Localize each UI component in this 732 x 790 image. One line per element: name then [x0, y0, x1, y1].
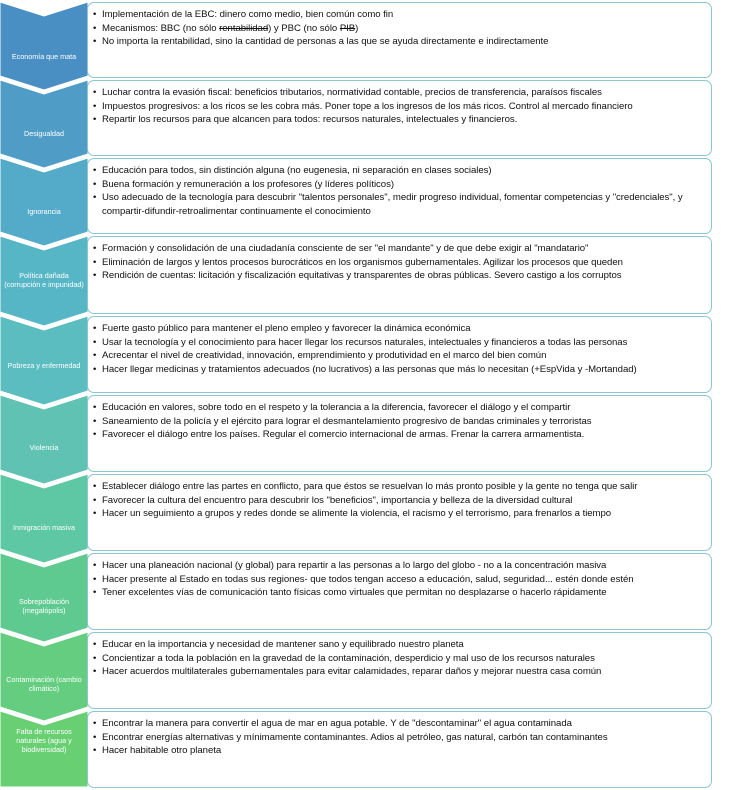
bullet-item [93, 22, 705, 36]
category-label: Política dañada (corrupción e impunidad) [4, 271, 84, 289]
bullet-item: • Favorecer la cultura del encuentro para descubrir los "beneficios", importancia y belleza de la diversidad cultural [93, 494, 705, 508]
bullet-item: • No importa la rentabilidad, sino la cantidad de personas a las que se ayuda directamente e indirectamente [93, 35, 705, 49]
category-chevron [0, 236, 88, 326]
bullet-item: • Hacer un seguimiento a grupos y redes donde se alimente la violencia, el racismo y el terrorismo, para frenarlos a tiempo [93, 507, 705, 521]
category-label: Pobreza y enfermedad [7, 361, 81, 370]
category-chevron [0, 2, 88, 90]
bullet-item: • Encontrar la manera para convertir el agua de mar en agua potable. Y de "descontaminar" el agua contaminada [93, 717, 705, 731]
bullet-item: • Formación y consolidación de una ciudadanía consciente de ser "el mandante" y de que debe exigir al "mandatario" [93, 242, 705, 256]
bullet-item: • Educación en valores, sobre todo en el respeto y la tolerancia a la diferencia, favorecer el diálogo y el compartir [93, 401, 705, 415]
category-chevron [0, 711, 88, 787]
category-label: Inmigración masiva [13, 523, 75, 532]
bullet-box [87, 2, 712, 78]
bullet-box [87, 80, 712, 156]
list-row [0, 236, 732, 314]
list-row [0, 474, 732, 551]
bullet-item: • Eliminación de largos y lentos procesos burocráticos en los organismos gubernamentales. Agilizar los procesos que queden [93, 256, 705, 270]
chevron-shape [0, 158, 88, 246]
chevron-fill [0, 2, 88, 90]
bullet-item: • Educación para todos, sin distinción alguna (no eugenesia, ni separación en clases sociales) [93, 164, 705, 178]
bullet-item: • Buena formación y remuneración a los profesores (y líderes políticos) [93, 178, 705, 192]
bullet-item: • Hacer una planeación nacional (y global) para repartir a las personas a lo largo del globo - no a la concentración masiva [93, 559, 705, 573]
category-label: Sobrepoblación (megalópolis) [19, 597, 69, 615]
category-chevron [0, 395, 88, 484]
list-row [0, 632, 732, 709]
bullet-item: • Acrecentar el nivel de creatividad, innovación, emprendimiento y produtividad en el marco del bien común [93, 349, 705, 363]
chevron-fill [0, 80, 88, 168]
bullet-box [87, 395, 712, 472]
bullet-list [93, 242, 705, 283]
list-row [0, 316, 732, 393]
chevron-shape [0, 395, 88, 484]
bullet-list [93, 8, 705, 49]
bullet-item: • Hacer llegar medicinas y tratamientos adecuados (no lucrativos) a las personas que más lo necesitan (+EspVida y -Mortandad) [93, 363, 705, 377]
chevron-shape [0, 80, 88, 168]
bullet-item: • Favorecer el diálogo entre los países. Regular el comercio internacional de armas. Frenar la carrera armamentista. [93, 428, 705, 442]
category-chevron [0, 553, 88, 642]
chevron-shape [0, 2, 88, 90]
bullet-item: • Repartir los recursos para que alcancen para todos: recursos naturales, intelectuales y financieros. [93, 113, 705, 127]
chevron-fill [0, 158, 88, 246]
bullet-item: • Luchar contra la evasión fiscal: beneficios tributarios, normatividad contable, precios de transferencia, paraísos fiscales [93, 86, 705, 100]
list-row [0, 80, 732, 156]
bullet-list [93, 638, 705, 679]
list-row [0, 553, 732, 630]
bullet-text-segment: Mecanismos: BBC (no sólo [102, 22, 220, 34]
bullet-list [93, 717, 705, 758]
category-chevron [0, 316, 88, 405]
bullet-box [87, 236, 712, 314]
bullet-list [93, 322, 705, 377]
list-row [0, 395, 732, 472]
category-label: Contaminación (cambio climático) [6, 675, 82, 693]
struck-text: rentabilidad [219, 22, 269, 34]
category-chevron [0, 158, 88, 246]
list-row [0, 711, 732, 788]
bullet-item: • Concientizar a toda la población en la gravedad de la contaminación, desperdicio y mal uso de los recursos naturales [93, 652, 705, 666]
bullet-item: • Encontrar energías alternativas y mínimamente contaminantes. Adios al petróleo, gas natural, carbón tan contaminantes [93, 731, 705, 745]
bullet-list [93, 559, 705, 600]
category-label: Economía que mata [11, 52, 77, 61]
category-label: Falta de recursos naturales (agua y biodiversidad) [16, 727, 72, 754]
bullet-box [87, 553, 712, 630]
bullet-box [87, 316, 712, 393]
category-chevron [0, 80, 88, 168]
bullet-item: • Hacer habitable otro planeta [93, 744, 705, 758]
list-row [0, 2, 732, 78]
bullet-box [87, 474, 712, 551]
bullet-item: • Fuerte gasto público para mantener el pleno empleo y favorecer la dinámica económica [93, 322, 705, 336]
list-row [0, 158, 732, 234]
bullet-item: • Hacer acuerdos multilaterales gubernamentales para evitar calamidades, reparar daños y mejorar nuestra casa común [93, 665, 705, 679]
bullet-box [87, 711, 712, 788]
bullet-item: • Tener excelentes vías de comunicación tanto físicas como virtuales que permitan no desplazarse o hacerlo rápidamente [93, 586, 705, 600]
bullet-box [87, 158, 712, 234]
bullet-box [87, 632, 712, 709]
category-chevron [0, 632, 88, 721]
category-label: Violencia [29, 443, 59, 452]
bullet-list [93, 480, 705, 521]
bullet-item: • Educar en la importancia y necesidad de mantener sano y equilibrado nuestro planeta [93, 638, 705, 652]
category-label: Desigualdad [24, 129, 64, 138]
bullet-item: • Uso adecuado de la tecnología para descubrir "talentos personales", medir progreso individual, fomentar competencias y "credenciales", y compartir-difundir-retroalimentar continuamente el conocimiento [93, 191, 705, 218]
bullet-list [93, 86, 705, 127]
chevron-fill [0, 395, 88, 484]
bullet-item: • Saneamiento de la policía y el ejército para lograr el desmantelamiento progresivo de bandas criminales y terroristas [93, 415, 705, 429]
bullet-item: • Establecer diálogo entre las partes en conflicto, para que éstos se resuelvan lo más pronto posible y la gente no tenga que salir [93, 480, 705, 494]
bullet-text-segment: ) y PBC (no sólo [268, 22, 340, 34]
bullet-item: • Impuestos progresivos: a los ricos se les cobra más. Poner tope a los ingresos de los más ricos. Control al mercado financiero [93, 100, 705, 114]
category-chevron [0, 474, 88, 563]
bullet-item: • Hacer presente al Estado en todas sus regiones- que todos tengan acceso a educación, salud, seguridad... estén donde estén [93, 573, 705, 587]
bullet-list [93, 164, 705, 219]
chevron-fill [0, 474, 88, 563]
bullet-item: • Implementación de la EBC: dinero como medio, bien común como fin [93, 8, 705, 22]
chevron-shape [0, 474, 88, 563]
bullet-item: • Usar la tecnología y el conocimiento para hacer llegar los recursos naturales, intelectuales y financieros a todas las personas [93, 336, 705, 350]
category-label: Ignorancia [27, 207, 61, 216]
bullet-list [93, 401, 705, 442]
bullet-text-segment: ) [355, 22, 359, 34]
bullet-item: • Rendición de cuentas: licitación y fiscalización equitativas y transparentes de obras públicas. Severo castigo a los corruptos [93, 269, 705, 283]
struck-text: PIB [339, 22, 356, 34]
